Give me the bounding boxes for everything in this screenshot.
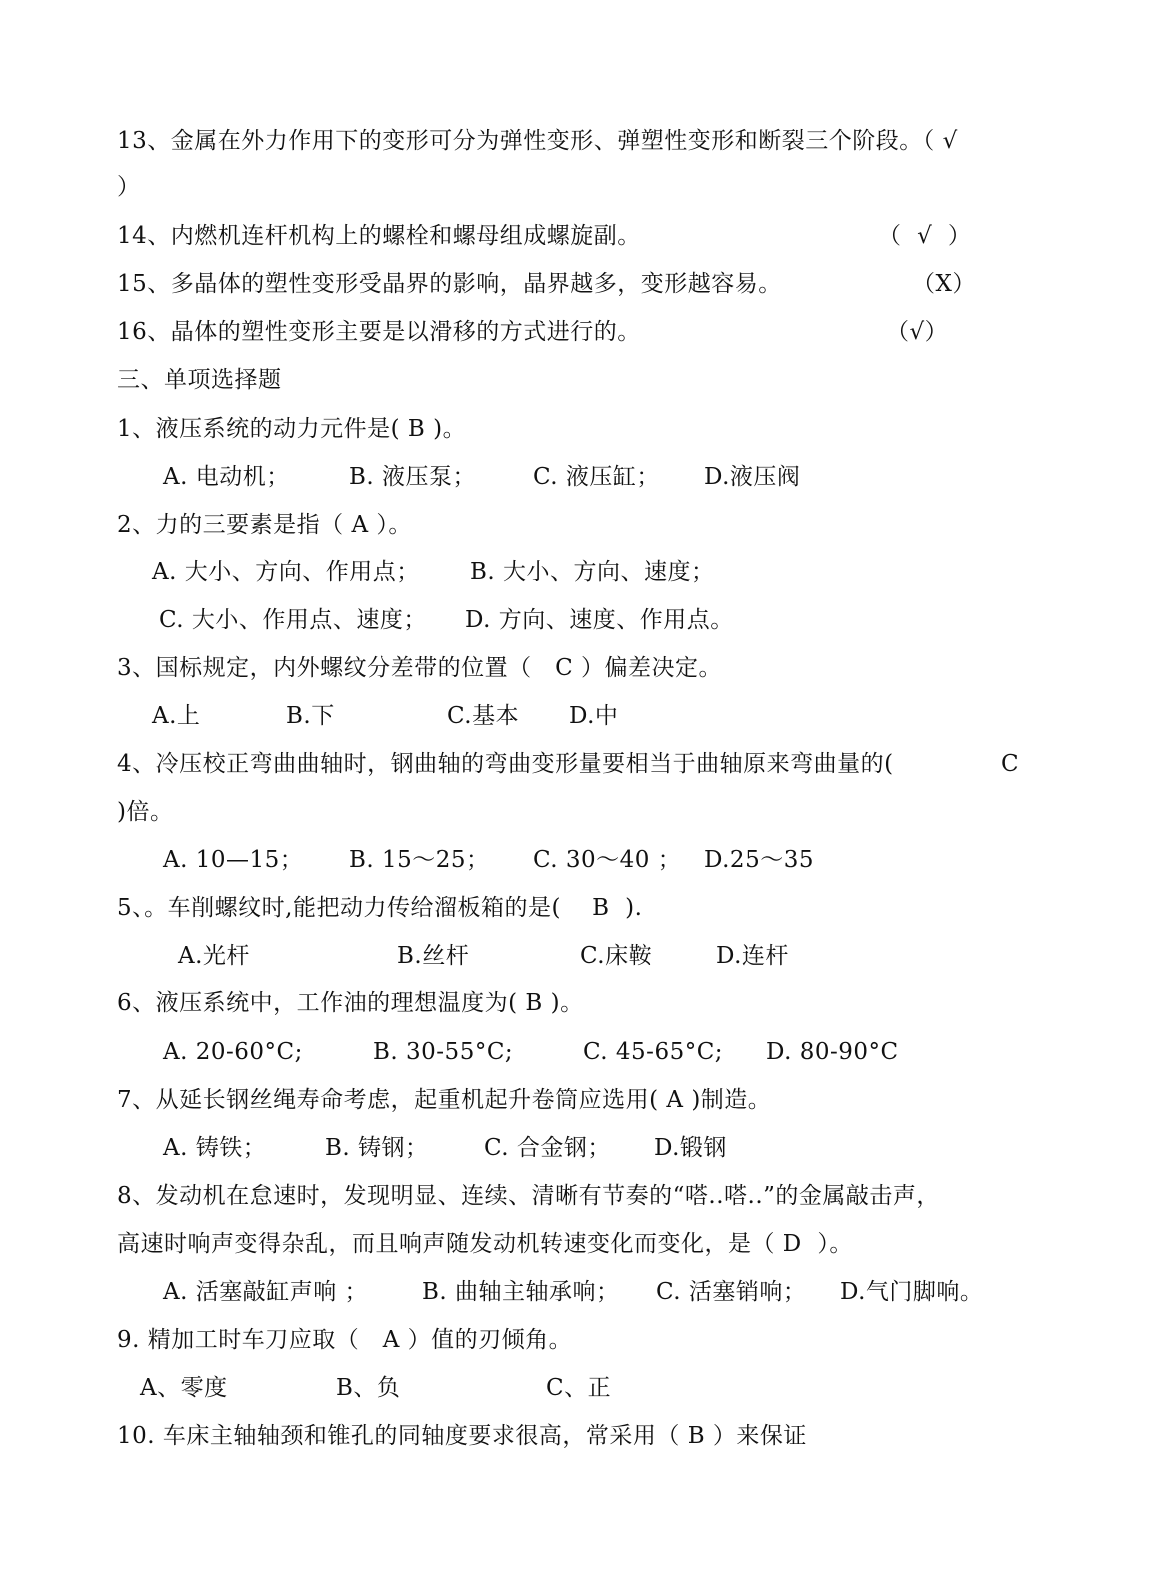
choice-2: 2、力的三要素是指（ A ）。 bbox=[117, 512, 412, 538]
choice-1-option-a: A. 电动机； bbox=[163, 464, 290, 490]
choice-7-option-d: D.锻钢 bbox=[654, 1135, 727, 1161]
choice-2-option-b: B. 大小、方向、速度； bbox=[470, 559, 715, 585]
choice-6-option-d: D. 80-90°C bbox=[766, 1039, 899, 1065]
choice-7-option-c: C. 合金钢； bbox=[484, 1135, 611, 1161]
choice-3-option-a: A.上 bbox=[152, 703, 201, 729]
choice-8-option-d: D.气门脚响。 bbox=[840, 1279, 984, 1305]
question-14: 14、内燃机连杆机构上的螺栓和螺母组成螺旋副。 bbox=[117, 223, 641, 249]
question-15: 15、多晶体的塑性变形受晶界的影响，晶界越多，变形越容易。 bbox=[117, 271, 782, 297]
choice-3-option-c: C.基本 bbox=[447, 703, 520, 729]
choice-6-option-b: B. 30-55°C; bbox=[373, 1039, 514, 1065]
choice-1-option-b: B. 液压泵； bbox=[349, 464, 477, 490]
choice-7-option-b: B. 铸钢； bbox=[325, 1135, 429, 1161]
choice-4-option-b: B. 15～25； bbox=[349, 847, 490, 873]
section-heading: 三、单项选择题 bbox=[117, 367, 282, 393]
choice-4-option-a: A. 10—15； bbox=[163, 847, 304, 873]
choice-9: 9. 精加工时车刀应取（ A ）值的刃倾角。 bbox=[117, 1327, 573, 1353]
choice-3: 3、国标规定，内外螺纹分差带的位置（ C ）偏差决定。 bbox=[117, 655, 722, 681]
choice-6: 6、液压系统中，工作油的理想温度为( B )。 bbox=[117, 990, 584, 1016]
choice-4-option-c: C. 30～40 ； bbox=[533, 847, 682, 873]
answer-16: （√） bbox=[886, 319, 949, 345]
choice-1-option-c: C. 液压缸； bbox=[533, 464, 660, 490]
choice-4: 4、冷压校正弯曲曲轴时，钢曲轴的弯曲变形量要相当于曲轴原来弯曲量的( bbox=[117, 751, 894, 777]
choice-3-option-d: D.中 bbox=[569, 703, 619, 729]
choice-4-answer: C bbox=[1001, 751, 1020, 777]
choice-3-option-b: B.下 bbox=[286, 703, 335, 729]
choice-7-option-a: A. 铸铁； bbox=[163, 1135, 267, 1161]
answer-14: （ √ ） bbox=[878, 223, 972, 249]
choice-8: 8、发动机在怠速时，发现明显、连续、清晰有节奏的“嗒..嗒..”的金属敲击声， bbox=[117, 1183, 940, 1209]
answer-15: （X） bbox=[912, 271, 976, 297]
choice-9-option-c: C、正 bbox=[546, 1375, 612, 1401]
choice-5-option-d: D.连杆 bbox=[716, 943, 789, 969]
choice-5: 5、。车削螺纹时,能把动力传给溜板箱的是( B ). bbox=[117, 895, 643, 921]
choice-4-option-d: D.25～35 bbox=[704, 847, 814, 873]
choice-2-option-c: C. 大小、作用点、速度； bbox=[159, 607, 427, 633]
choice-8-option-a: A. 活塞敲缸声响 ； bbox=[163, 1279, 369, 1305]
choice-9-option-a: A、零度 bbox=[140, 1375, 228, 1401]
choice-6-option-a: A. 20-60°C; bbox=[163, 1039, 303, 1065]
choice-1-option-d: D.液压阀 bbox=[704, 464, 801, 490]
choice-8-option-c: C. 活塞销响； bbox=[656, 1279, 807, 1305]
question-16: 16、晶体的塑性变形主要是以滑移的方式进行的。 bbox=[117, 319, 641, 345]
choice-6-option-c: C. 45-65°C; bbox=[583, 1039, 724, 1065]
choice-10: 10. 车床主轴轴颈和锥孔的同轴度要求很高，常采用（ B ）来保证 bbox=[117, 1423, 807, 1449]
choice-8-option-b: B. 曲轴主轴承响； bbox=[422, 1279, 620, 1305]
choice-9-option-b: B、负 bbox=[336, 1375, 401, 1401]
choice-8-continued: 高速时响声变得杂乱，而且响声随发动机转速变化而变化，是（ D ）。 bbox=[117, 1231, 853, 1257]
choice-4-continued: )倍。 bbox=[117, 799, 174, 825]
choice-5-option-a: A.光杆 bbox=[178, 943, 250, 969]
choice-1: 1、液压系统的动力元件是( B )。 bbox=[117, 416, 467, 442]
choice-2-option-d: D. 方向、速度、作用点。 bbox=[465, 607, 734, 633]
choice-5-option-b: B.丝杆 bbox=[397, 943, 470, 969]
question-13: 13、金属在外力作用下的变形可分为弹性变形、弹塑性变形和断裂三个阶段。（ √ bbox=[117, 128, 958, 154]
question-13-continued: ） bbox=[117, 174, 141, 200]
choice-5-option-c: C.床鞍 bbox=[580, 943, 653, 969]
choice-2-option-a: A. 大小、方向、作用点； bbox=[152, 559, 420, 585]
choice-7: 7、从延长钢丝绳寿命考虑，起重机起升卷筒应选用( A )制造。 bbox=[117, 1087, 772, 1113]
